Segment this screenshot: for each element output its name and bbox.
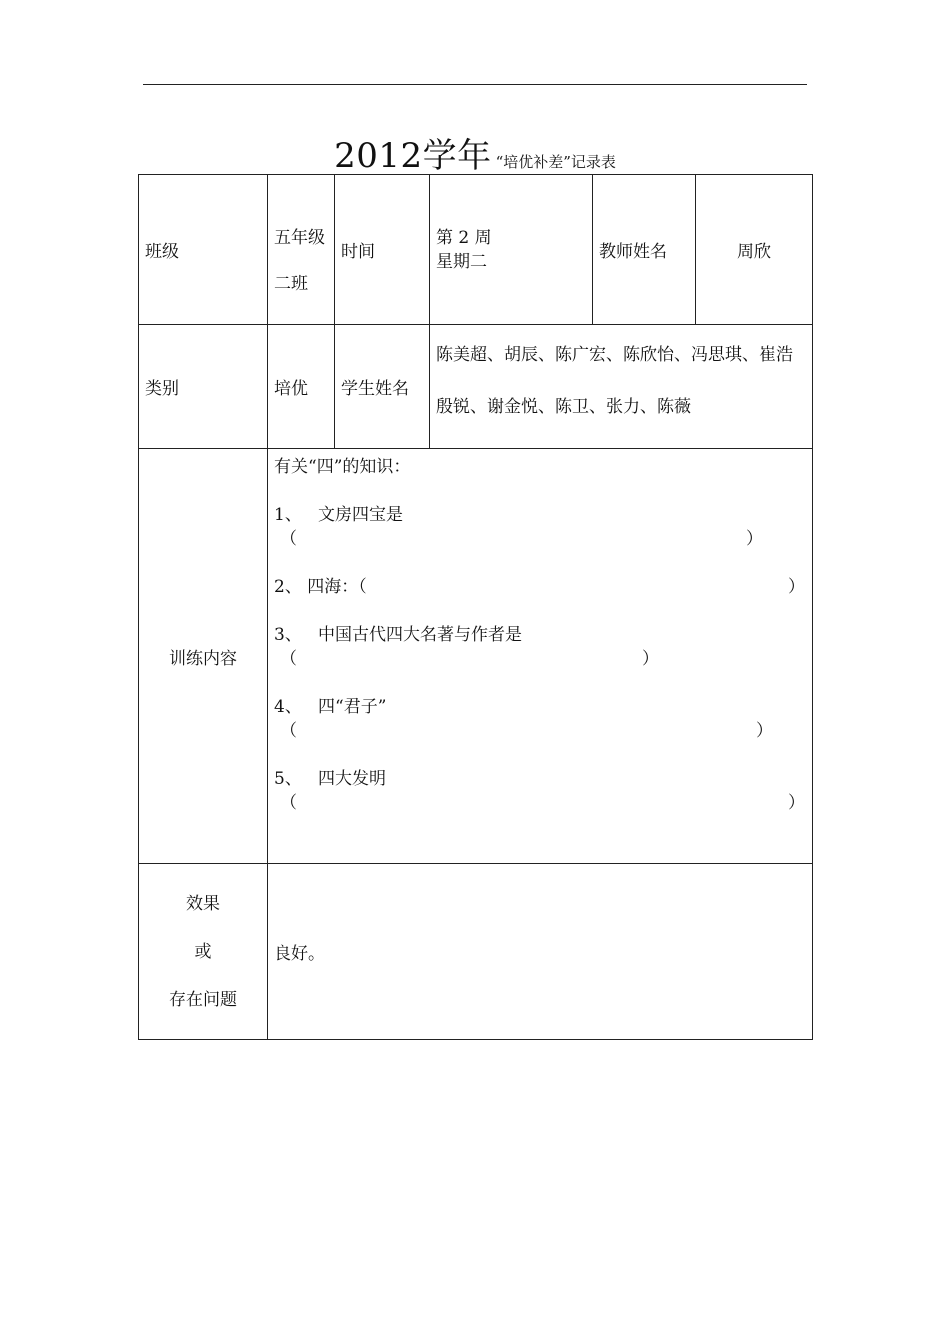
students-line1: 陈美超、胡辰、陈广宏、陈欣怡、冯思琪、崔浩 [436,345,793,365]
students-label: 学生姓名 [335,325,430,449]
question-text: 四“君子” [318,697,387,717]
teacher-label: 教师姓名 [593,175,696,325]
time-label: 时间 [335,175,430,325]
effect-label-line3: 存在问题 [169,989,237,1010]
answer-close-paren: ） [788,577,805,597]
training-label: 训练内容 [139,449,268,864]
class-label: 班级 [139,175,268,325]
question-text: 四大发明 [318,769,387,789]
table-row [139,175,813,325]
answer-open-paren: （ [280,793,297,813]
answer-open-paren: （ [280,529,297,549]
title-subtitle: “培优补差”记录表 [495,153,616,171]
document-title [0,128,950,177]
category-value: 培优 [268,325,335,449]
answer-close-paren: ） [756,721,773,741]
answer-close-paren: ） [642,649,659,669]
effect-label-line1: 效果 [186,893,220,914]
question-1 [274,503,806,551]
question-3 [274,623,806,671]
question-2 [274,575,806,599]
training-heading: 有关“四”的知识： [274,457,411,477]
question-text: 中国古代四大名著与作者是 [318,625,523,645]
question-text: 四海：（ [307,577,367,597]
class-value-line1: 五年级 [274,227,325,248]
question-number: 3、 [274,625,302,645]
effect-label [139,864,268,1040]
effect-value: 良好。 [268,864,813,1040]
students-line2: 殷锐、谢金悦、陈卫、张力、陈薇 [436,397,691,417]
answer-close-paren: ） [788,793,805,813]
category-label: 类别 [139,325,268,449]
time-value-day: 星期二 [436,251,487,272]
effect-label-line2: 或 [194,941,212,962]
students-value [430,325,813,449]
class-value-line2: 二班 [274,273,308,294]
table-row [139,864,813,1040]
header-rule [143,84,807,85]
time-value [430,175,593,325]
teacher-value: 周欣 [696,175,813,325]
question-number: 4、 [274,697,302,717]
question-number: 2、 [274,577,302,597]
time-value-week: 第 2 周 [436,227,492,248]
question-number: 5、 [274,769,302,789]
answer-open-paren: （ [280,721,297,741]
answer-close-paren: ） [746,529,763,549]
training-content [268,449,813,864]
question-number: 1、 [274,505,302,525]
title-year: 2012学年 [334,136,492,176]
class-value [268,175,335,325]
question-text: 文房四宝是 [318,505,404,525]
answer-open-paren: （ [280,649,297,669]
question-5 [274,767,806,815]
question-4 [274,695,806,743]
table-row [139,325,813,449]
record-table [138,174,813,1040]
table-row [139,449,813,864]
